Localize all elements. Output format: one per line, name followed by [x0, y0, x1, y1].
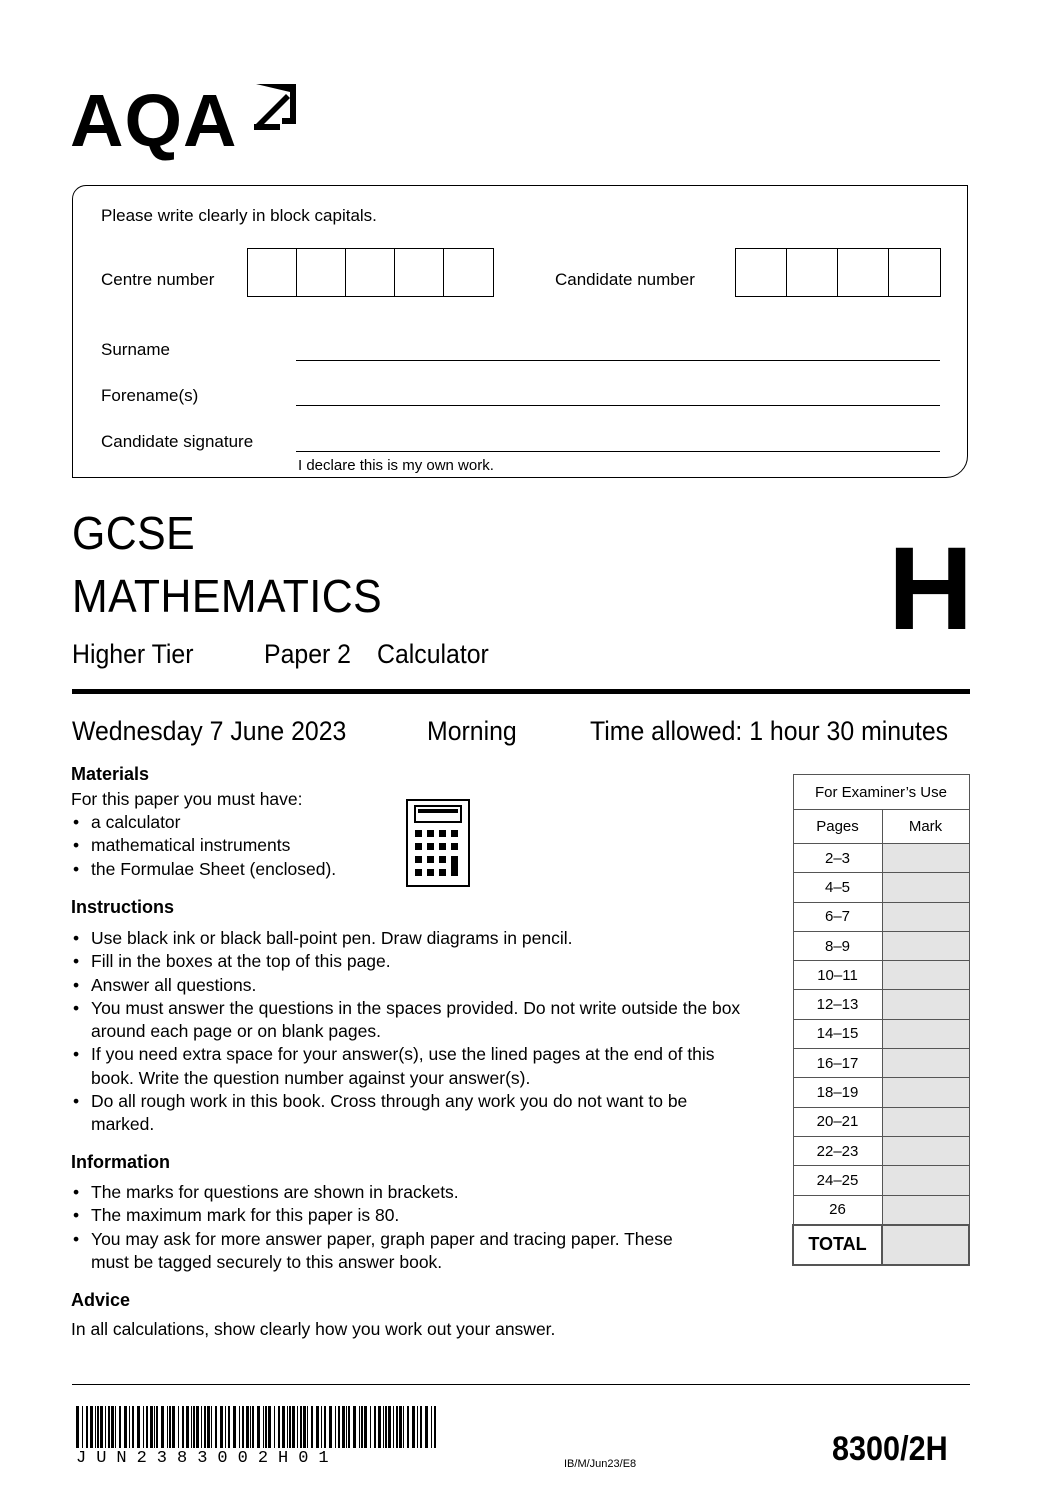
advice-heading: Advice — [71, 1290, 131, 1310]
table-row: 14–15 — [793, 1019, 969, 1048]
centre-digit-box[interactable] — [395, 249, 444, 296]
barcode-text: JUN2383002H01 — [76, 1449, 339, 1468]
materials-intro: For this paper you must have: — [71, 789, 303, 809]
centre-number-label: Centre number — [101, 270, 215, 289]
mark-cell — [882, 902, 969, 931]
forename-field[interactable] — [296, 405, 940, 406]
instructions-list — [71, 927, 751, 1137]
examiners-use-title: For Examiner’s Use — [793, 775, 969, 810]
centre-digit-box[interactable] — [248, 249, 297, 296]
pages-column-header: Pages — [793, 810, 882, 844]
list-item: • You must answer the questions in the spaces provided. Do not write outside the box around each page or on blank pages. — [71, 997, 751, 1044]
centre-digit-box[interactable] — [346, 249, 395, 296]
examiners-use-table — [792, 774, 970, 1266]
paper-code: 8300/2H — [832, 1430, 948, 1468]
signature-field[interactable] — [296, 451, 940, 452]
candidate-number-label: Candidate number — [555, 270, 695, 289]
mark-cell — [882, 1019, 969, 1048]
advice-text: In all calculations, show clearly how you work out your answer. — [71, 1319, 556, 1339]
list-item: • You may ask for more answer paper, graph paper and tracing paper. These must be tagged securely to this answer book. — [71, 1228, 711, 1275]
time-allowed: Time allowed: 1 hour 30 minutes — [590, 716, 949, 746]
total-label: TOTAL — [793, 1225, 882, 1265]
calculator-label: Calculator — [377, 639, 489, 669]
mark-cell — [882, 990, 969, 1019]
table-row: 24–25 — [793, 1166, 969, 1195]
aqa-logo-text: AQA — [70, 79, 238, 162]
mark-cell — [882, 1078, 969, 1107]
table-row: 8–9 — [793, 931, 969, 960]
mark-cell — [882, 844, 969, 873]
list-item: • Do all rough work in this book. Cross through any work you do not want to be marked. — [71, 1090, 751, 1137]
candidate-digit-box[interactable] — [889, 249, 940, 296]
mark-cell — [882, 1049, 969, 1078]
table-row: 12–13 — [793, 990, 969, 1019]
list-item: • Use black ink or black ball-point pen. Draw diagrams in pencil. — [71, 927, 751, 950]
list-item: • the Formulae Sheet (enclosed). — [71, 858, 391, 881]
candidate-digit-box[interactable] — [787, 249, 838, 296]
total-mark-cell — [882, 1225, 969, 1265]
signature-label: Candidate signature — [101, 432, 254, 451]
table-row: 20–21 — [793, 1107, 969, 1136]
list-item: • a calculator — [71, 811, 391, 834]
mark-cell — [882, 873, 969, 902]
subject-title: MATHEMATICS — [72, 570, 383, 622]
table-row — [793, 1225, 969, 1265]
mark-cell — [882, 961, 969, 990]
list-item: • Answer all questions. — [71, 974, 751, 997]
aqa-logo-mark-icon — [250, 82, 300, 137]
barcode-icon — [76, 1406, 438, 1453]
materials-heading: Materials — [71, 764, 150, 784]
declaration-text: I declare this is my own work. — [298, 457, 494, 474]
title-divider — [72, 689, 970, 694]
table-row: 16–17 — [793, 1049, 969, 1078]
tier-label: Higher Tier — [72, 639, 194, 669]
exam-session: Morning — [427, 716, 517, 746]
candidate-digit-box[interactable] — [736, 249, 787, 296]
centre-number-boxes[interactable] — [247, 248, 494, 297]
centre-digit-box[interactable] — [444, 249, 493, 296]
mark-cell — [882, 1107, 969, 1136]
calculator-icon — [406, 799, 470, 892]
table-row: 22–23 — [793, 1136, 969, 1165]
list-item: • The maximum mark for this paper is 80. — [71, 1204, 711, 1227]
table-row: 2–3 — [793, 844, 969, 873]
table-row: 10–11 — [793, 961, 969, 990]
block-capitals-instruction: Please write clearly in block capitals. — [101, 206, 377, 225]
instructions-heading: Instructions — [71, 897, 175, 917]
surname-field[interactable] — [296, 360, 940, 361]
table-row: 4–5 — [793, 873, 969, 902]
document-reference: IB/M/Jun23/E8 — [564, 1458, 637, 1470]
centre-digit-box[interactable] — [297, 249, 346, 296]
forename-label: Forename(s) — [101, 386, 199, 405]
surname-label: Surname — [101, 340, 170, 359]
table-row: 6–7 — [793, 902, 969, 931]
list-item: • Fill in the boxes at the top of this page. — [71, 950, 751, 973]
candidate-digit-box[interactable] — [838, 249, 889, 296]
table-row: 26 — [793, 1195, 969, 1225]
materials-list — [71, 811, 391, 881]
footer-divider — [72, 1384, 970, 1385]
tier-letter: H — [888, 523, 974, 655]
qualification-title: GCSE — [72, 507, 196, 559]
mark-column-header: Mark — [882, 810, 969, 844]
mark-cell — [882, 931, 969, 960]
information-heading: Information — [71, 1152, 170, 1172]
mark-cell — [882, 1136, 969, 1165]
paper-label: Paper 2 — [264, 639, 352, 669]
list-item: • If you need extra space for your answer(s), use the lined pages at the end of this book. Write the question number against your answer(s). — [71, 1043, 751, 1090]
mark-cell — [882, 1166, 969, 1195]
list-item: • The marks for questions are shown in brackets. — [71, 1181, 711, 1204]
exam-date: Wednesday 7 June 2023 — [72, 716, 347, 746]
candidate-number-boxes[interactable] — [735, 248, 941, 297]
table-row: 18–19 — [793, 1078, 969, 1107]
list-item: • mathematical instruments — [71, 834, 391, 857]
information-list — [71, 1181, 711, 1274]
mark-cell — [882, 1195, 969, 1225]
